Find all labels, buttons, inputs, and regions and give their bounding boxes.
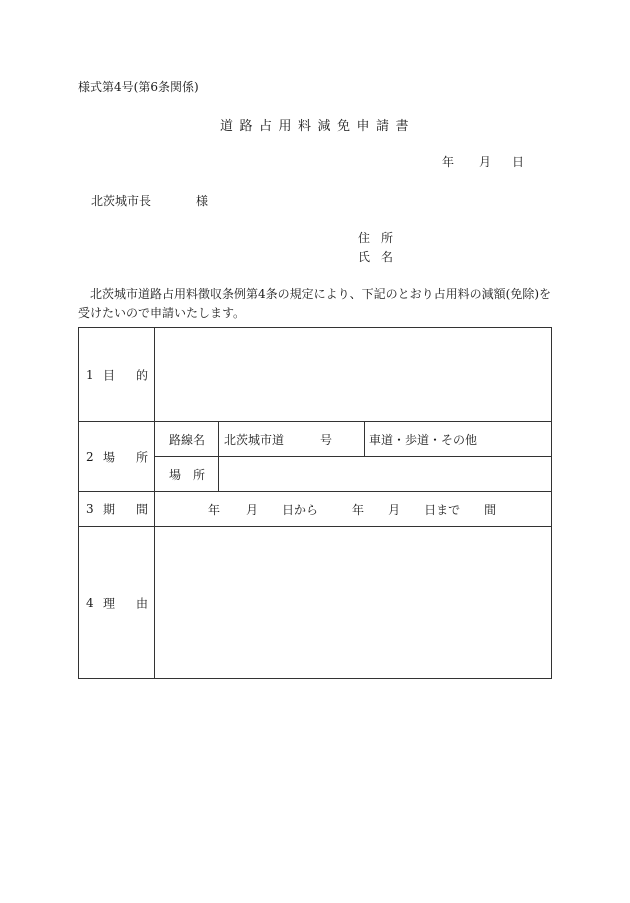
place-label-cell: [79, 422, 169, 492]
period-start-year: 年: [208, 502, 221, 517]
route-number-suffix: 号: [320, 432, 333, 447]
reason-input-cell[interactable]: [155, 527, 552, 679]
location-label: 場所: [155, 457, 219, 492]
applicant-address-label: 住所: [358, 231, 405, 245]
purpose-label-cell: [79, 328, 169, 422]
form-number: 様式第4号(第6条関係): [78, 80, 199, 94]
route-name-cell[interactable]: [219, 422, 365, 457]
reason-label: 理由: [102, 596, 169, 610]
purpose-label: 目的: [102, 368, 169, 382]
place-route-row: [79, 422, 552, 457]
period-label: 期間: [102, 502, 169, 517]
location-input-cell[interactable]: [219, 457, 552, 492]
road-type-options[interactable]: 車道・歩道・その他: [365, 422, 552, 457]
route-name-value: 北茨城市道: [224, 432, 285, 447]
period-input-cell[interactable]: [155, 492, 552, 527]
application-form-table: [78, 327, 552, 679]
period-row: [79, 492, 552, 527]
period-duration: 間: [484, 502, 497, 517]
period-start-month: 月: [246, 502, 259, 517]
period-end-day: 日まで: [424, 502, 461, 517]
application-statement: 北茨城市道路占用料徴収条例第4条の規定により、下記のとおり占用料の減額(免除)を受けたいので申請いたします。: [78, 287, 552, 320]
date-day-label: 日: [512, 155, 525, 169]
date-month-label: 月: [479, 155, 492, 169]
addressee-honorific: 様: [196, 194, 209, 208]
period-start-day: 日から: [282, 502, 319, 517]
place-label: 場所: [102, 450, 169, 464]
document-title: 道路占用料減免申請書: [219, 119, 415, 134]
purpose-input-cell[interactable]: [155, 328, 552, 422]
period-label-cell: [79, 492, 169, 527]
period-end-year: 年: [352, 502, 365, 517]
applicant-name-label: 氏名: [358, 250, 405, 264]
purpose-number: 1: [86, 367, 94, 382]
period-end-month: 月: [388, 502, 401, 517]
route-name-label: 路線名: [155, 422, 219, 457]
purpose-row: [79, 328, 552, 422]
reason-number: 4: [86, 595, 94, 610]
reason-row: [79, 527, 552, 679]
reason-label-cell: [79, 527, 169, 679]
period-number: 3: [86, 502, 94, 516]
date-year-label: 年: [442, 155, 455, 169]
addressee-name: 北茨城市長: [91, 194, 152, 208]
place-number: 2: [86, 449, 94, 464]
